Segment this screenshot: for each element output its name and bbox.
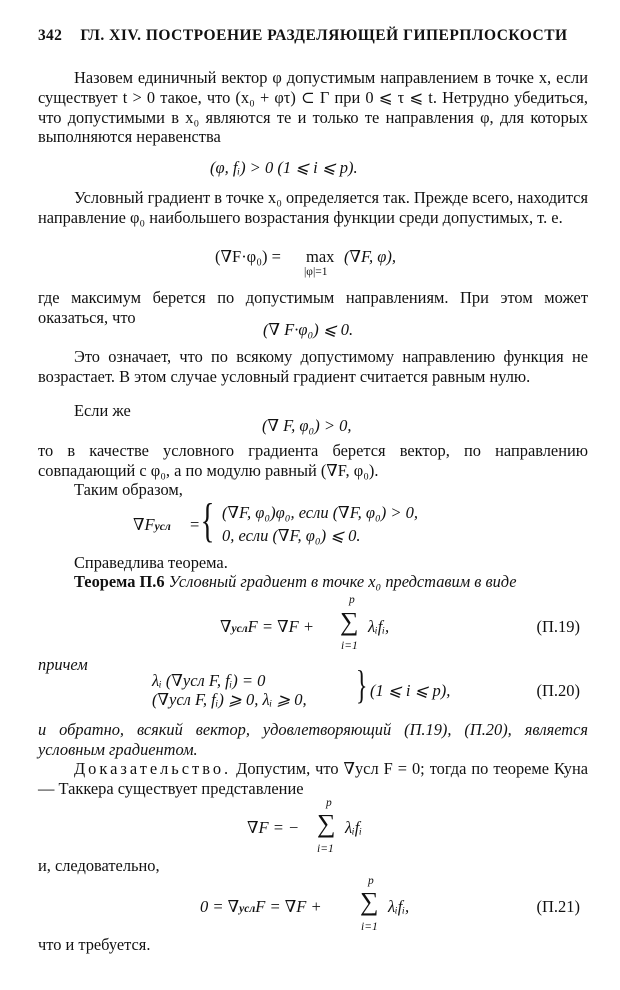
paragraph-max-over-directions: где максимум берется по допустимым направлениям. При этом может оказаться, что: [38, 288, 588, 327]
sum-lower-limit: i=1: [341, 640, 358, 652]
paragraph-conversely: и обратно, всякий вектор, удовлетворяющий (П.19), (П.20), является условным градиентом.: [38, 720, 588, 759]
sum-upper-limit: p: [326, 797, 332, 809]
equation-case-nonpositive: 0, если (∇F, φ₀) ⩽ 0.: [222, 526, 361, 545]
equation-p19-lhs: ∇услF = ∇F +: [220, 617, 314, 636]
equation-kt-lhs: ∇F = −: [247, 818, 300, 837]
paragraph-conditional-gradient-def: Условный градиент в точке x₀ определяется так. Прежде всего, находится направление φ₀ наибольшего возрастания функции среди допустимых, т. е.: [38, 188, 588, 227]
equation-max-operator: max: [306, 247, 335, 266]
paragraph-if-however: Если же: [74, 401, 131, 420]
cases-brace-icon: {: [200, 494, 215, 547]
paragraph-as-required: что и требуется.: [38, 935, 151, 954]
equation-max-right: (∇F, φ),: [344, 247, 396, 266]
sum-icon: ∑: [360, 887, 379, 916]
paragraph-consequently: и, следовательно,: [38, 856, 160, 875]
sum-lower-limit: i=1: [361, 921, 378, 933]
equation-p21-lhs: 0 = ∇услF = ∇F +: [200, 897, 322, 916]
equation-number-p19: (П.19): [536, 617, 580, 636]
equation-p20-condition: (1 ⩽ i ⩽ p),: [370, 681, 451, 700]
paragraph-thus: Таким образом,: [74, 480, 183, 499]
paragraph-not-increasing: Это означает, что по всякому допустимому направлению функция не возрастает. В этом случае условный градиент считается равным нулю.: [38, 347, 588, 386]
sum-icon: ∑: [317, 809, 336, 838]
equation-cases-subscript: усл: [154, 521, 171, 533]
paragraph-admissible-direction: Назовем единичный вектор φ допустимым направлением в точке x, если существует t > 0 такое, что (x₀ + φτ) ⊂ Γ при 0 ⩽ τ ⩽ t. Нетрудно убедиться, что допустимыми в x₀ являются те и только те направления φ, для которых выполняются неравенства: [38, 68, 588, 147]
equation-p19-rhs: λᵢfᵢ,: [368, 617, 390, 636]
paragraph-gradient-vector: то в качестве условного градиента берется вектор, по направлению совпадающий с φ₀, а по модулю равный (∇F, φ₀).: [38, 441, 588, 480]
sum-lower-limit: i=1: [317, 843, 334, 855]
brace-right-icon: }: [355, 662, 368, 707]
equation-number-p21: (П.21): [536, 897, 580, 916]
sum-upper-limit: p: [368, 875, 374, 887]
label-prichem: причем: [38, 655, 88, 674]
equation-max-subscript: |φ|=1: [304, 266, 328, 278]
running-header: [38, 27, 588, 45]
equation-number-p20: (П.20): [536, 681, 580, 700]
equation-p20-line2: (∇усл F, fᵢ) ⩾ 0, λᵢ ⩾ 0,: [152, 690, 307, 709]
equation-nonpositive: (∇ F·φ₀) ⩽ 0.: [263, 320, 354, 339]
sum-upper-limit: p: [349, 594, 355, 606]
chapter-title: ГЛ. XIV. ПОСТРОЕНИЕ РАЗДЕЛЯЮЩЕЙ ГИПЕРПЛОСКОСТИ: [80, 27, 568, 44]
paragraph-proof: [38, 759, 588, 799]
equation-case-positive: (∇F, φ₀)φ₀, если (∇F, φ₀) > 0,: [222, 503, 419, 522]
paragraph-theorem-holds: Справедлива теорема.: [74, 553, 228, 572]
theorem-text: Условный градиент в точке x₀ представим в виде: [168, 572, 517, 591]
equation-p21-rhs: λᵢfᵢ,: [388, 897, 410, 916]
theorem-statement: [38, 572, 588, 592]
equation-positive: (∇ F, φ₀) > 0,: [262, 416, 352, 435]
proof-text: Допустим, что ∇усл F = 0; тогда по теореме Куна — Таккера существует представление: [38, 759, 588, 798]
page-number: 342: [38, 27, 63, 44]
sum-icon: ∑: [340, 607, 359, 636]
equation-p20-line1: λᵢ (∇усл F, fᵢ) = 0: [152, 671, 266, 690]
equation-max-left: (∇F·φ₀) =: [215, 247, 281, 266]
equation-kt-rhs: λᵢfᵢ: [345, 818, 362, 837]
equation-admissible-inequality: (φ, fᵢ) > 0 (1 ⩽ i ⩽ p).: [210, 158, 358, 177]
equation-cases-lhs: ∇Fусл: [133, 515, 171, 534]
theorem-label: Теорема П.6: [74, 572, 165, 591]
proof-label: Доказательство.: [74, 759, 232, 778]
equation-cases-equals: =: [190, 515, 200, 534]
